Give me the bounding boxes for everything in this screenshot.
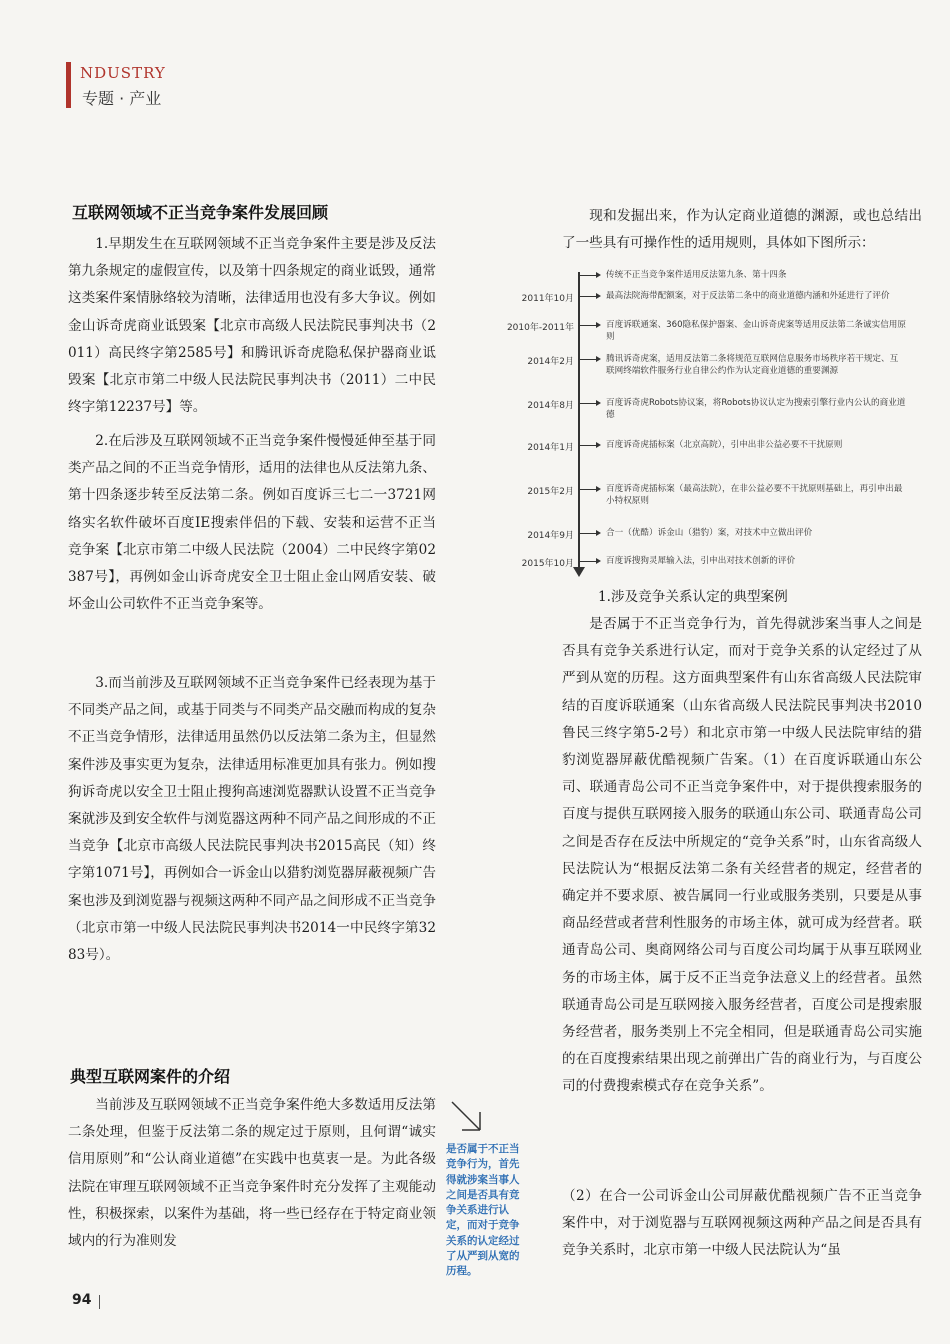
timeline-arrow-icon — [596, 558, 601, 564]
section-heading-review: 互联网领域不正当竞争案件发展回顾 — [72, 203, 329, 222]
timeline-arrow-icon — [596, 293, 601, 299]
timeline-arrow-icon — [596, 272, 601, 278]
timeline-description: 百度诉奇虎插标案（最高法院），在非公益必要不干扰原则基础上，再引申出最小特权原则 — [606, 484, 903, 506]
timeline-description: 腾讯诉奇虎案，适用反法第二条将规范互联网信息服务市场秩序若干规定、互联网终端软件服务行业自律公约作为认定商业道德的重要渊源 — [606, 354, 899, 376]
timeline-arrow-icon — [596, 322, 601, 328]
page-number: 94 — [72, 1292, 92, 1308]
timeline-date: 2015年2月 — [527, 487, 574, 497]
timeline-figure — [498, 262, 918, 582]
pull-quote: 是否属于不正当竞争行为，首先得就涉案当事人之间是否具有竞争关系进行认定，而对于竞争关系的认定经过了从严到从宽的历程。 — [446, 1143, 520, 1278]
timeline-date: 2010年-2011年 — [506, 323, 574, 333]
timeline-arrow-icon — [596, 530, 601, 536]
section-heading-typical-cases: 典型互联网案件的介绍 — [70, 1067, 231, 1086]
timeline-date: 2014年1月 — [527, 443, 574, 453]
timeline-arrow-icon — [596, 400, 601, 406]
paragraph-3: 3.而当前涉及互联网领域不正当竞争案件已经表现为基于不同类产品之间，或基于同类与不同类产品交融而构成的复杂不正当竞争情形，法律适用虽然仍以反法第二条为主，但显然案件涉及事实更为复杂，法律适用标准更加具有张力。例如搜狗诉奇虎以安全卫士阻止搜狗高速浏览器默认设置不正当竞争案就涉及到安全软件与浏览器这两种不同产品之间形成的不正当竞争【北京市高级人民法院民事判决书2015高民（知）终字第1071号】，再例如合一诉金山以猎豹浏览器屏蔽视频广告案也涉及到浏览器与视频这两种不同产品之间形成不正当竞争（北京市第一中级人民法院民事判决书2014一中民终字第3283号）。 — [68, 675, 436, 964]
section-label-cn: 专题 · 产业 — [82, 89, 162, 108]
timeline-description: 百度诉奇虎插标案（北京高院），引申出非公益必要不干扰原则 — [606, 440, 843, 450]
timeline-description: 最高法院海带配额案，对于反法第二条中的商业道德内涵和外延进行了评价 — [606, 291, 890, 301]
timeline-date: 2015年10月 — [521, 559, 574, 569]
paragraph-1: 1.早期发生在互联网领域不正当竞争案件主要是涉及反法第九条规定的虚假宣传，以及第十四条规定的商业诋毁，通常这类案件案情脉络较为清晰，法律适用也没有多大争议。例如金山诉奇虎商业诋毁案【北京市高级人民法院民事判决书（2011）高民终字第2585号】和腾讯诉奇虎隐私保护器商业诋毁案【北京市第二中级人民法院民事判决书（2011）二中民终字第12237号】等。 — [68, 236, 436, 416]
timeline-arrow-icon — [596, 486, 601, 492]
timeline-date: 2011年10月 — [521, 294, 574, 304]
timeline-description: 传统不正当竞争案件适用反法第九条、第十四条 — [606, 270, 787, 280]
page-number-divider — [99, 1295, 100, 1309]
paragraph-2: 2.在后涉及互联网领域不正当竞争案件慢慢延伸至基于同类产品之间的不正当竞争情形，适用的法律也从反法第九条、第十四条逐步转至反法第二条。例如百度诉三七二一3721网络实名软件破坏百度IE搜索伴侣的下载、安装和运营不正当竞争案【北京市第二中级人民法院（2004）二中民终字第02387号】，再例如金山诉奇虎安全卫士阻止金山网盾安装、破坏金山公司软件不正当竞争案等。 — [68, 433, 436, 613]
paragraph-right-top: 现和发掘出来，作为认定商业道德的渊源，或也总结出了一些具有可操作性的适用规则，具体如下图所示： — [562, 208, 922, 252]
timeline-description: 百度诉奇虎Robots协议案，将Robots协议认定为搜索引擎行业内公认的商业道德 — [606, 398, 906, 420]
timeline-description: 百度诉搜狗灵犀输入法，引申出对技术创新的评价 — [606, 556, 796, 566]
section-initial-bar — [62, 62, 76, 108]
timeline-arrow-icon — [596, 356, 601, 362]
section-label-en: NDUSTRY — [80, 64, 166, 82]
timeline-date: 2014年9月 — [527, 531, 574, 541]
timeline-axis — [578, 272, 580, 574]
paragraph-right-main: 是否属于不正当竞争行为，首先得就涉案当事人之间是否具有竞争关系进行认定，而对于竞争关系的认定经过了从严到从宽的历程。这方面典型案件有山东省高级人民法院审结的百度诉联通案（山东省高级人民法院民事判决书2010鲁民三终字第5-2号）和北京市第一中级人民法院审结的猎豹浏览器屏蔽优酷视频广告案。（1）在百度诉联通山东公司、联通青岛公司不正当竞争案件中，对于提供搜索服务的百度与提供互联网接入服务的联通山东公司、联通青岛公司之间是否存在反法中所规定的“竞争关系”时，山东省高级人民法院认为“根据反法第二条有关经营者的规定，经营者的确定并不要求原、被告属同一行业或服务类别，只要是从事商品经营或者营利性服务的市场主体，就可成为经营者。联通青岛公司、奥商网络公司与百度公司均属于从事互联网业务的市场主体，属于反不正当竞争法意义上的经营者。虽然联通青岛公司是互联网接入服务经营者，百度公司是搜索服务经营者，服务类别上不完全相同，但是联通青岛公司实施的在百度搜索结果出现之前弹出广告的商业行为，与百度公司的付费搜索模式存在竞争关系”。 — [562, 616, 922, 1095]
timeline-date: 2014年8月 — [527, 401, 574, 411]
timeline-description: 百度诉联通案、360隐私保护器案、金山诉奇虎案等适用反法第二条诚实信用原则 — [606, 320, 906, 342]
timeline-description: 合一（优酷）诉金山（猎豹）案，对技术中立做出评价 — [606, 528, 813, 538]
figure-caption: 1.涉及竞争关系认定的典型案例 — [598, 589, 788, 605]
paragraph-4: 当前涉及互联网领域不正当竞争案件绝大多数适用反法第二条处理，但鉴于反法第二条的规定过于原则，且何谓“诚实信用原则”和“公认商业道德”在实践中也莫衷一是。为此各级法院在审理互联网领域不正当竞争案件时充分发挥了主观能动性，积极探索，以案件为基础，将一些已经存在于特定商业领域内的行为准则发 — [68, 1097, 436, 1250]
paragraph-right-last: （2）在合一公司诉金山公司屏蔽优酷视频广告不正当竞争案件中，对于浏览器与互联网视频这两种产品之间是否具有竞争关系时，北京市第一中级人民法院认为“虽 — [562, 1188, 922, 1259]
pull-quote-arrow-icon — [448, 1100, 484, 1136]
timeline-date: 2014年2月 — [527, 357, 574, 367]
timeline-arrow-icon — [573, 567, 585, 577]
timeline-arrow-icon — [596, 442, 601, 448]
